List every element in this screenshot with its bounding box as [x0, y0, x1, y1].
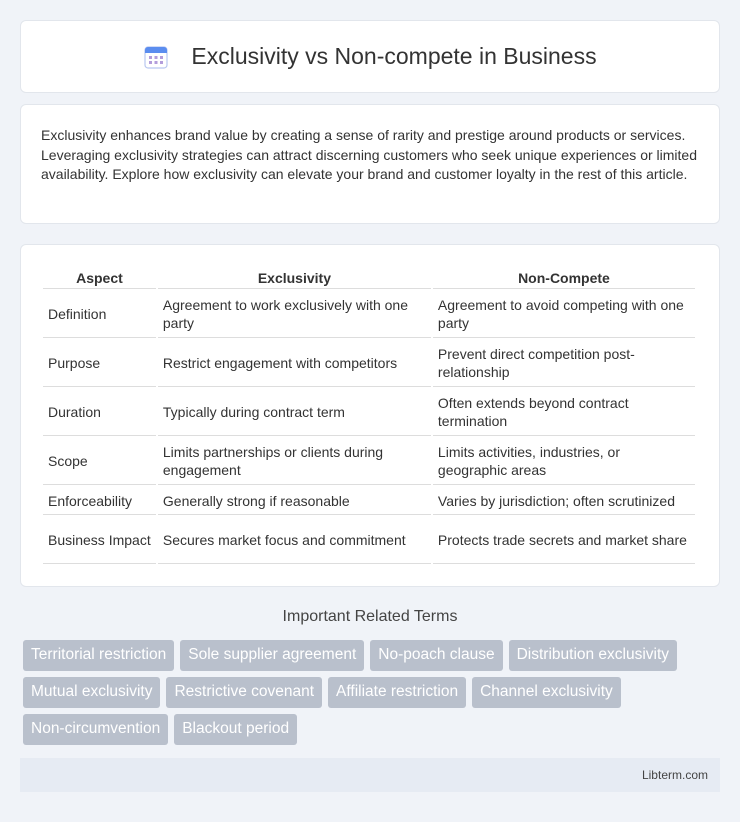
table-cell-exclusivity: Agreement to work exclusively with one party — [158, 291, 431, 338]
footer — [20, 758, 720, 792]
table-cell-aspect: Definition — [43, 291, 156, 338]
related-term-tag[interactable]: Restrictive covenant — [166, 677, 322, 708]
column-header-non-compete: Non-Compete — [433, 269, 695, 289]
intro-text: Exclusivity enhances brand value by creating a sense of rarity and prestige around products or services. Leveraging exclusivity strategies can attract discerning customers who seek unique experiences or limited availability. Explore how exclusivity can elevate your brand and customer loyalty in the rest of this article. — [41, 127, 697, 182]
table-cell-aspect: Purpose — [43, 340, 156, 387]
footer-site-link[interactable]: Libterm.com — [641, 768, 708, 782]
table-header-row — [43, 269, 695, 289]
related-term-tag[interactable]: Mutual exclusivity — [23, 677, 160, 708]
table-cell-aspect: Enforceability — [43, 487, 156, 515]
table-cell-exclusivity: Generally strong if reasonable — [158, 487, 431, 515]
related-terms-title: Important Related Terms — [282, 608, 458, 625]
table-row — [43, 340, 695, 387]
related-term-tag[interactable]: Affiliate restriction — [328, 677, 466, 708]
table-cell-exclusivity: Limits partnerships or clients during engagement — [158, 438, 431, 485]
table-cell-non-compete: Agreement to avoid competing with one party — [433, 291, 695, 338]
intro-card — [20, 104, 720, 224]
table-cell-aspect: Business Impact — [43, 517, 156, 564]
comparison-card — [20, 244, 720, 587]
tag-row — [23, 640, 723, 671]
table-cell-non-compete: Prevent direct competition post-relationship — [433, 340, 695, 387]
related-term-tag[interactable]: Sole supplier agreement — [180, 640, 364, 671]
calendar-icon — [143, 44, 169, 70]
related-term-tag[interactable]: No-poach clause — [370, 640, 502, 671]
tag-row — [23, 677, 723, 708]
header-card — [20, 20, 720, 93]
related-term-tag[interactable]: Territorial restriction — [23, 640, 174, 671]
page-title: Exclusivity vs Non-compete in Business — [191, 43, 597, 69]
table-cell-non-compete: Often extends beyond contract termination — [433, 389, 695, 436]
table-cell-exclusivity: Restrict engagement with competitors — [158, 340, 431, 387]
table-row — [43, 517, 695, 564]
table-row — [43, 487, 695, 515]
related-term-tag[interactable]: Blackout period — [174, 714, 297, 745]
column-header-exclusivity: Exclusivity — [158, 269, 431, 289]
table-cell-exclusivity: Secures market focus and commitment — [158, 517, 431, 564]
table-row — [43, 438, 695, 485]
table-cell-aspect: Scope — [43, 438, 156, 485]
table-cell-non-compete: Limits activities, industries, or geographic areas — [433, 438, 695, 485]
table-cell-aspect: Duration — [43, 389, 156, 436]
tag-row — [23, 714, 723, 745]
related-terms-list — [23, 640, 723, 751]
table-cell-exclusivity: Typically during contract term — [158, 389, 431, 436]
table-cell-non-compete: Varies by jurisdiction; often scrutinized — [433, 487, 695, 515]
table-cell-non-compete: Protects trade secrets and market share — [433, 517, 695, 564]
related-term-tag[interactable]: Non-circumvention — [23, 714, 168, 745]
column-header-aspect: Aspect — [43, 269, 156, 289]
related-term-tag[interactable]: Distribution exclusivity — [509, 640, 677, 671]
related-term-tag[interactable]: Channel exclusivity — [472, 677, 621, 708]
comparison-table — [41, 267, 697, 566]
table-row — [43, 291, 695, 338]
table-row — [43, 389, 695, 436]
